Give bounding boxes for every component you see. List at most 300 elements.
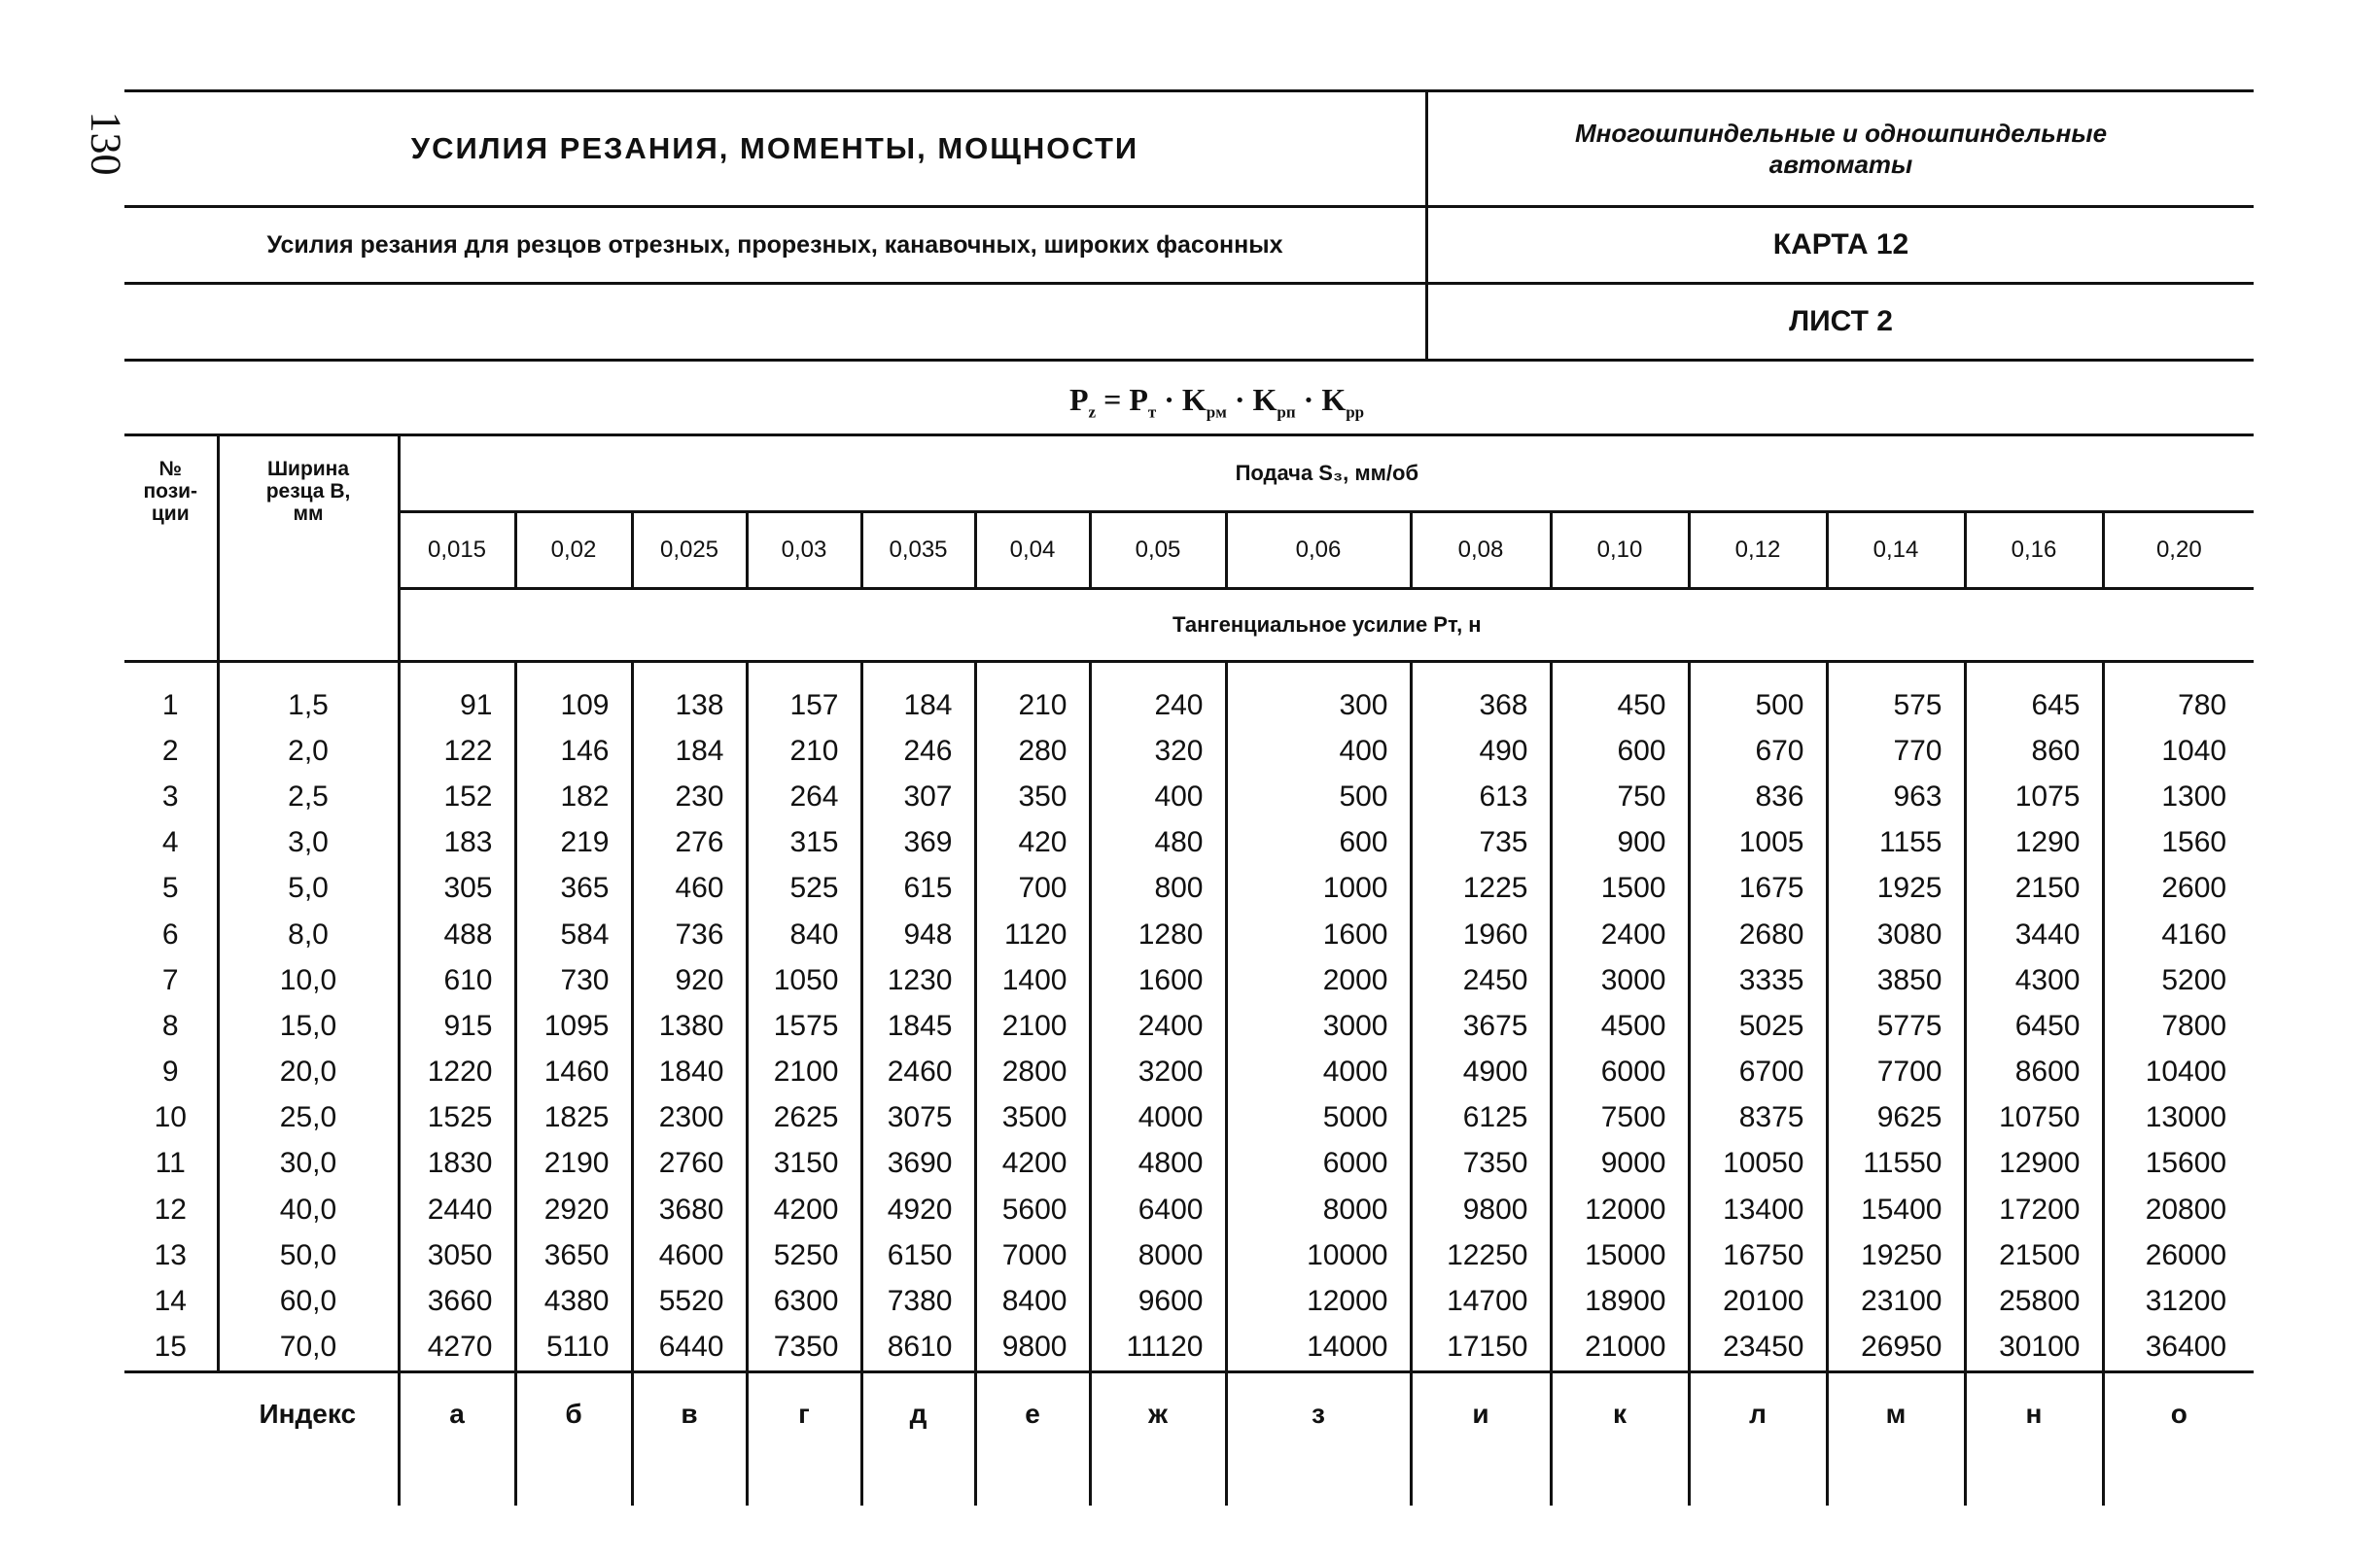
- feed-value: 0,08: [1411, 512, 1551, 589]
- force-value: 3660: [399, 1278, 515, 1324]
- index-letter: м: [1827, 1371, 1965, 1506]
- force-value: 8375: [1689, 1095, 1827, 1141]
- force-value: 13400: [1689, 1187, 1827, 1232]
- force-value: 2000: [1226, 957, 1411, 1003]
- force-value: 750: [1551, 774, 1689, 819]
- force-value: 5025: [1689, 1003, 1827, 1049]
- machine-type: [1427, 91, 2255, 207]
- force-value: 31200: [2145, 1285, 2227, 1318]
- force-value: 9800: [975, 1325, 1090, 1372]
- position-number: 5: [124, 866, 218, 912]
- force-value: 1830: [399, 1141, 515, 1187]
- force-value: 6400: [1090, 1187, 1226, 1232]
- cutter-width: 70,0: [218, 1325, 399, 1372]
- force-value: 6150: [861, 1232, 975, 1278]
- force-value: 1400: [975, 957, 1090, 1003]
- force-value: 21500: [1965, 1232, 2103, 1278]
- force-value: 2400: [1551, 912, 1689, 957]
- empty-header-cell: [124, 284, 1427, 361]
- position-number: 7: [124, 957, 218, 1003]
- table-row: [124, 1232, 2254, 1278]
- force-value: 1095: [515, 1003, 632, 1049]
- force-value: 490: [1411, 728, 1551, 774]
- force-value: 1575: [747, 1003, 861, 1049]
- cutting-force-table: [124, 433, 2254, 1506]
- force-value: 7700: [1827, 1050, 1965, 1095]
- formula-k1: K: [1181, 382, 1207, 417]
- force-value: 1040: [2161, 734, 2227, 767]
- force-value: 2460: [861, 1050, 975, 1095]
- force-value: 920: [632, 957, 747, 1003]
- force-value: 8400: [975, 1278, 1090, 1324]
- formula-dot: ·: [1303, 382, 1314, 417]
- cutter-width: 15,0: [218, 1003, 399, 1049]
- force-value: 500: [1226, 774, 1411, 819]
- table-row: [124, 1050, 2254, 1095]
- force-value: 3440: [1965, 912, 2103, 957]
- position-number: 14: [124, 1278, 218, 1324]
- force-value: 7350: [747, 1325, 861, 1372]
- position-number: 4: [124, 820, 218, 866]
- force-value: 122: [399, 728, 515, 774]
- force-value: 3000: [1551, 957, 1689, 1003]
- force-value: 4500: [1551, 1003, 1689, 1049]
- force-value: 8610: [861, 1325, 975, 1372]
- force-value: 584: [515, 912, 632, 957]
- force-value: 109: [515, 662, 632, 729]
- index-letter: з: [1226, 1371, 1411, 1506]
- formula: [1069, 382, 1364, 422]
- force-value: 575: [1827, 662, 1965, 729]
- index-letter: д: [861, 1371, 975, 1506]
- force-value: 600: [1551, 728, 1689, 774]
- force-value: 11120: [1090, 1325, 1226, 1372]
- force-value: 1225: [1411, 866, 1551, 912]
- force-value: 20800: [2145, 1193, 2227, 1226]
- force-value: 735: [1411, 820, 1551, 866]
- cutter-width: 3,0: [218, 820, 399, 866]
- force-value: 2920: [515, 1187, 632, 1232]
- index-letter: г: [747, 1371, 861, 1506]
- force-value: 3000: [1226, 1003, 1411, 1049]
- force-value: 2190: [515, 1141, 632, 1187]
- cutter-width: 1,5: [218, 662, 399, 729]
- formula-k1-sub: pм: [1206, 402, 1227, 422]
- force-value: 2800: [975, 1050, 1090, 1095]
- force-value: 480: [1090, 820, 1226, 866]
- force-value: 615: [861, 866, 975, 912]
- force-value: 780: [2178, 688, 2227, 721]
- force-value: 4920: [861, 1187, 975, 1232]
- formula-eq: = P: [1103, 382, 1148, 417]
- column-header-position-line1: №: [158, 458, 182, 480]
- force-value: 3200: [1090, 1050, 1226, 1095]
- force-value: 7500: [1551, 1095, 1689, 1141]
- feed-value: 0,025: [632, 512, 747, 589]
- force-value: 770: [1827, 728, 1965, 774]
- formula-lhs: P: [1069, 382, 1089, 417]
- sheet-number: ЛИСТ 2: [1427, 284, 2255, 361]
- force-value: 500: [1689, 662, 1827, 729]
- feed-header: Подача S₃, мм/об: [399, 435, 2254, 512]
- document-title: УСИЛИЯ РЕЗАНИЯ, МОМЕНТЫ, МОЩНОСТИ: [124, 91, 1427, 207]
- force-value: 18900: [1551, 1278, 1689, 1324]
- force-value: 4600: [632, 1232, 747, 1278]
- force-value: 915: [399, 1003, 515, 1049]
- force-value: 320: [1090, 728, 1226, 774]
- index-letter: л: [1689, 1371, 1827, 1506]
- feed-value: 0,04: [975, 512, 1090, 589]
- force-value: 1600: [1226, 912, 1411, 957]
- force-value: 3675: [1411, 1003, 1551, 1049]
- force-value: 23450: [1689, 1325, 1827, 1372]
- force-value: 1525: [399, 1095, 515, 1141]
- force-value: 1075: [1965, 774, 2103, 819]
- force-value: 2625: [747, 1095, 861, 1141]
- table-row: [124, 866, 2254, 912]
- position-number: 11: [124, 1141, 218, 1187]
- feed-value: 0,12: [1689, 512, 1827, 589]
- position-number: 3: [124, 774, 218, 819]
- force-value: 613: [1411, 774, 1551, 819]
- force-value: 15400: [1827, 1187, 1965, 1232]
- force-value: 3080: [1827, 912, 1965, 957]
- force-value: 1600: [1090, 957, 1226, 1003]
- force-value: 240: [1090, 662, 1226, 729]
- force-value: 23100: [1827, 1278, 1965, 1324]
- force-value: 9600: [1090, 1278, 1226, 1324]
- index-letter: н: [1965, 1371, 2103, 1506]
- force-value: 9800: [1411, 1187, 1551, 1232]
- force-value: 645: [1965, 662, 2103, 729]
- index-letter: к: [1551, 1371, 1689, 1506]
- force-value: 1675: [1689, 866, 1827, 912]
- force-value: 138: [632, 662, 747, 729]
- force-value: 184: [861, 662, 975, 729]
- formula-k3-sub: pр: [1346, 402, 1365, 422]
- card-number: КАРТА 12: [1427, 207, 2255, 284]
- force-value: 610: [399, 957, 515, 1003]
- force-value: 3075: [861, 1095, 975, 1141]
- force-value: 840: [747, 912, 861, 957]
- formula-dot: ·: [1234, 382, 1245, 417]
- force-value: 1005: [1689, 820, 1827, 866]
- table-row: [124, 1278, 2254, 1324]
- cutter-width: 2,0: [218, 728, 399, 774]
- force-value: 1560: [2161, 826, 2227, 859]
- force-value: 6700: [1689, 1050, 1827, 1095]
- document-subtitle: Усилия резания для резцов отрезных, прорезных, канавочных, широких фасонных: [124, 207, 1427, 284]
- index-letter: и: [1411, 1371, 1551, 1506]
- feed-value: 0,10: [1551, 512, 1689, 589]
- cutter-width: 8,0: [218, 912, 399, 957]
- force-value: 460: [632, 866, 747, 912]
- force-value: 10050: [1689, 1141, 1827, 1187]
- force-value: 15600: [2145, 1147, 2227, 1180]
- feed-value: 0,05: [1090, 512, 1226, 589]
- index-letter: е: [975, 1371, 1090, 1506]
- force-value: 860: [1965, 728, 2103, 774]
- column-header-width-line3: мм: [293, 503, 324, 525]
- cutter-width: 30,0: [218, 1141, 399, 1187]
- force-value: 1120: [975, 912, 1090, 957]
- force-value: 6125: [1411, 1095, 1551, 1141]
- force-value: 210: [975, 662, 1090, 729]
- force-value: 7800: [2161, 1009, 2227, 1042]
- force-value: 2680: [1689, 912, 1827, 957]
- column-header-width-line2: резца В,: [265, 480, 351, 503]
- document-header: [124, 89, 2254, 362]
- column-header-position: [124, 435, 218, 662]
- force-value: 4300: [1965, 957, 2103, 1003]
- force-value: 400: [1090, 774, 1226, 819]
- force-value: 670: [1689, 728, 1827, 774]
- force-value: 6000: [1226, 1141, 1411, 1187]
- cutter-width: 60,0: [218, 1278, 399, 1324]
- force-value: 6440: [632, 1325, 747, 1372]
- position-number: 9: [124, 1050, 218, 1095]
- position-number: 8: [124, 1003, 218, 1049]
- force-value: 91: [399, 662, 515, 729]
- tangential-force-header: Тангенциальное усилие Pт, н: [399, 589, 2254, 662]
- index-letter: ж: [1090, 1371, 1226, 1506]
- force-value: 4270: [399, 1325, 515, 1372]
- feed-value: 0,015: [399, 512, 515, 589]
- force-value: 36400: [2145, 1331, 2227, 1364]
- force-value: 8000: [1090, 1232, 1226, 1278]
- table-row: [124, 1003, 2254, 1049]
- force-value: 368: [1411, 662, 1551, 729]
- force-value: 3335: [1689, 957, 1827, 1003]
- cutter-width: 10,0: [218, 957, 399, 1003]
- force-value: 1825: [515, 1095, 632, 1141]
- force-value: 1050: [747, 957, 861, 1003]
- formula-t-sub: т: [1147, 402, 1157, 422]
- force-value: 12000: [1551, 1187, 1689, 1232]
- force-value: 12000: [1226, 1278, 1411, 1324]
- column-header-position-line2: пози-: [143, 480, 198, 503]
- force-value: 836: [1689, 774, 1827, 819]
- force-value: 17150: [1411, 1325, 1551, 1372]
- force-value: 4800: [1090, 1141, 1226, 1187]
- column-header-width: [218, 435, 399, 662]
- force-value: 4380: [515, 1278, 632, 1324]
- force-value: 9625: [1827, 1095, 1965, 1141]
- force-value: 157: [747, 662, 861, 729]
- force-value: 10400: [2145, 1056, 2227, 1089]
- force-value: 1290: [1965, 820, 2103, 866]
- force-value: 2400: [1090, 1003, 1226, 1049]
- formula-k2: K: [1252, 382, 1278, 417]
- force-value: 1960: [1411, 912, 1551, 957]
- table-row: [124, 820, 2254, 866]
- feed-value: 0,14: [1827, 512, 1965, 589]
- force-value: 12250: [1411, 1232, 1551, 1278]
- force-value: 12900: [1965, 1141, 2103, 1187]
- force-value: 4000: [1090, 1095, 1226, 1141]
- force-value: 1460: [515, 1050, 632, 1095]
- column-header-position-line3: ции: [151, 503, 190, 525]
- force-value: 15000: [1551, 1232, 1689, 1278]
- index-empty-cell: [124, 1371, 218, 1506]
- table-row: [124, 1141, 2254, 1187]
- table-row: [124, 662, 2254, 729]
- force-value: 8000: [1226, 1187, 1411, 1232]
- force-value: 10750: [1965, 1095, 2103, 1141]
- force-value: 9000: [1551, 1141, 1689, 1187]
- force-value: 450: [1551, 662, 1689, 729]
- index-letter: в: [632, 1371, 747, 1506]
- index-letter: б: [515, 1371, 632, 1506]
- force-value: 1220: [399, 1050, 515, 1095]
- force-value: 4160: [2161, 918, 2227, 951]
- cutter-width: 25,0: [218, 1095, 399, 1141]
- force-value: 488: [399, 912, 515, 957]
- force-value: 14000: [1226, 1325, 1411, 1372]
- force-value: 2440: [399, 1187, 515, 1232]
- force-value: 963: [1827, 774, 1965, 819]
- force-value: 14700: [1411, 1278, 1551, 1324]
- force-value: 16750: [1689, 1232, 1827, 1278]
- force-value: 3690: [861, 1141, 975, 1187]
- force-value: 3680: [632, 1187, 747, 1232]
- formula-dot: ·: [1164, 382, 1174, 417]
- force-value: 25800: [1965, 1278, 2103, 1324]
- feed-value: 0,02: [515, 512, 632, 589]
- force-value: 3500: [975, 1095, 1090, 1141]
- formula-k3: K: [1321, 382, 1347, 417]
- force-value: 26000: [2145, 1238, 2227, 1271]
- cutter-width: 20,0: [218, 1050, 399, 1095]
- force-value: 600: [1226, 820, 1411, 866]
- force-value: 184: [632, 728, 747, 774]
- force-value: 264: [747, 774, 861, 819]
- force-value: 5250: [747, 1232, 861, 1278]
- force-value: 5775: [1827, 1003, 1965, 1049]
- index-label: Индекс: [218, 1371, 399, 1506]
- feed-value: 0,16: [1965, 512, 2103, 589]
- force-value: 21000: [1551, 1325, 1689, 1372]
- force-value: 230: [632, 774, 747, 819]
- cutter-width: 40,0: [218, 1187, 399, 1232]
- table-row: [124, 728, 2254, 774]
- force-value: 350: [975, 774, 1090, 819]
- force-value: 315: [747, 820, 861, 866]
- force-value: 8600: [1965, 1050, 2103, 1095]
- table-row: [124, 912, 2254, 957]
- table-row: [124, 1325, 2254, 1372]
- force-value: 210: [747, 728, 861, 774]
- force-value: 30100: [1965, 1325, 2103, 1372]
- force-value: 1500: [1551, 866, 1689, 912]
- force-value: 1230: [861, 957, 975, 1003]
- force-value: 182: [515, 774, 632, 819]
- force-value: 1300: [2161, 780, 2227, 813]
- force-value: 730: [515, 957, 632, 1003]
- cutter-width: 2,5: [218, 774, 399, 819]
- force-value: 400: [1226, 728, 1411, 774]
- force-value: 5200: [2161, 963, 2227, 996]
- force-value: 5110: [515, 1325, 632, 1372]
- force-value: 10000: [1226, 1232, 1411, 1278]
- force-value: 800: [1090, 866, 1226, 912]
- force-value: 4900: [1411, 1050, 1551, 1095]
- formula-k2-sub: pп: [1277, 402, 1296, 422]
- force-value: 420: [975, 820, 1090, 866]
- force-value: 305: [399, 866, 515, 912]
- force-value: 1000: [1226, 866, 1411, 912]
- position-number: 15: [124, 1325, 218, 1372]
- machine-type-line2: автоматы: [1768, 150, 1913, 179]
- feed-value: 0,06: [1226, 512, 1411, 589]
- force-value: 300: [1226, 662, 1411, 729]
- position-number: 12: [124, 1187, 218, 1232]
- table-row: [124, 1095, 2254, 1141]
- force-value: 1155: [1827, 820, 1965, 866]
- force-value: 7000: [975, 1232, 1090, 1278]
- force-value: 20100: [1689, 1278, 1827, 1324]
- feed-value: 0,20: [2103, 512, 2254, 589]
- force-value: 6000: [1551, 1050, 1689, 1095]
- force-value: 11550: [1827, 1141, 1965, 1187]
- force-value: 2150: [1965, 866, 2103, 912]
- force-value: 2100: [747, 1050, 861, 1095]
- formula-lhs-sub: z: [1088, 402, 1097, 422]
- force-value: 525: [747, 866, 861, 912]
- cutter-width: 5,0: [218, 866, 399, 912]
- page-number: 130: [82, 111, 130, 176]
- force-value: 4000: [1226, 1050, 1411, 1095]
- position-number: 10: [124, 1095, 218, 1141]
- force-value: 146: [515, 728, 632, 774]
- position-number: 13: [124, 1232, 218, 1278]
- table-row: [124, 774, 2254, 819]
- force-value: 280: [975, 728, 1090, 774]
- position-number: 1: [124, 662, 218, 729]
- force-value: 1280: [1090, 912, 1226, 957]
- force-value: 19250: [1827, 1232, 1965, 1278]
- force-value: 3650: [515, 1232, 632, 1278]
- force-value: 152: [399, 774, 515, 819]
- force-value: 26950: [1827, 1325, 1965, 1372]
- index-letter: а: [399, 1371, 515, 1506]
- force-value: 2760: [632, 1141, 747, 1187]
- force-value: 183: [399, 820, 515, 866]
- cutter-width: 50,0: [218, 1232, 399, 1278]
- force-value: 17200: [1965, 1187, 2103, 1232]
- force-value: 4200: [975, 1141, 1090, 1187]
- force-value: 13000: [2145, 1101, 2227, 1134]
- force-value: 246: [861, 728, 975, 774]
- position-number: 2: [124, 728, 218, 774]
- force-value: 1380: [632, 1003, 747, 1049]
- table-row: [124, 957, 2254, 1003]
- force-value: 7380: [861, 1278, 975, 1324]
- force-value: 5600: [975, 1187, 1090, 1232]
- force-value: 700: [975, 866, 1090, 912]
- force-value: 6450: [1965, 1003, 2103, 1049]
- force-value: 736: [632, 912, 747, 957]
- force-value: 369: [861, 820, 975, 866]
- force-value: 365: [515, 866, 632, 912]
- force-value: 7350: [1411, 1141, 1551, 1187]
- force-value: 307: [861, 774, 975, 819]
- force-value: 3150: [747, 1141, 861, 1187]
- force-value: 2450: [1411, 957, 1551, 1003]
- force-value: 1925: [1827, 866, 1965, 912]
- force-value: 2600: [2161, 872, 2227, 905]
- force-value: 900: [1551, 820, 1689, 866]
